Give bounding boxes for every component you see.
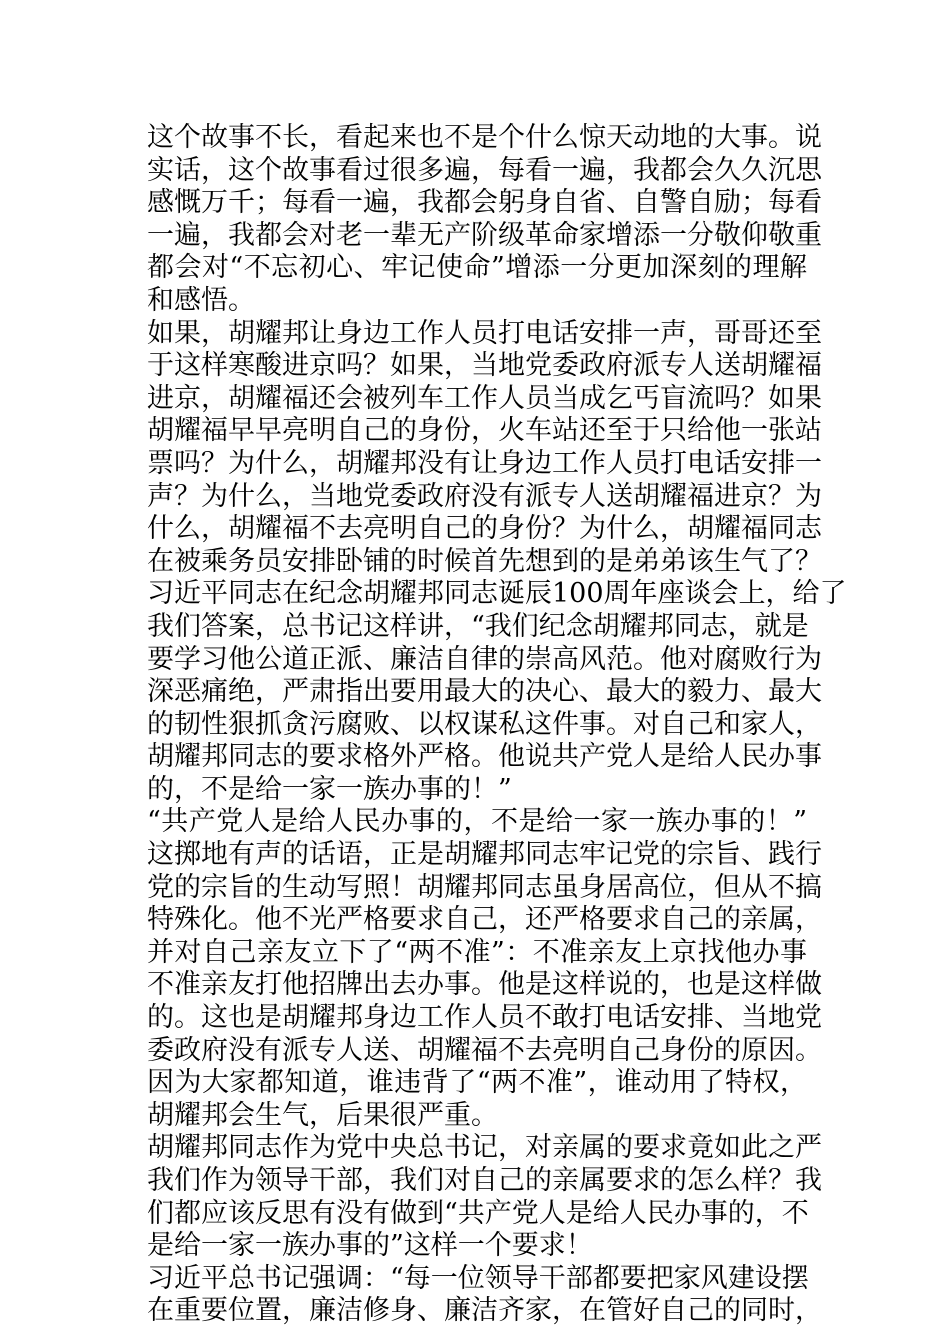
text-line: 胡耀福早早亮明自己的身份，火车站还至于只给他一张站	[147, 415, 822, 447]
text-line: 进京，胡耀福还会被列车工作人员当成乞丐盲流吗？如果	[147, 382, 822, 414]
text-line: 实话，这个故事看过很多遍，每看一遍，我都会久久沉思	[147, 154, 822, 186]
text-line: 胡耀邦同志作为党中央总书记，对亲属的要求竟如此之严	[147, 1132, 822, 1164]
text-line: 特殊化。他不光严格要求自己，还严格要求自己的亲属，	[147, 904, 822, 936]
text-line: 什么，胡耀福不去亮明自己的身份？为什么，胡耀福同志	[147, 513, 822, 545]
document-body	[147, 122, 847, 1328]
text-line: 和感悟。	[147, 284, 255, 316]
text-line: 一遍，我都会对老一辈无产阶级革命家增添一分敬仰敬重	[147, 219, 822, 251]
text-line: 都会对“不忘初心、牢记使命”增添一分更加深刻的理解	[147, 252, 807, 284]
text-line: 于这样寒酸进京吗？如果，当地党委政府派专人送胡耀福	[147, 350, 822, 382]
text-line: 深恶痛绝，严肃指出要用最大的决心、最大的毅力、最大	[147, 676, 822, 708]
text-line: 要学习他公道正派、廉洁自律的崇高风范。他对腐败行为	[147, 643, 822, 675]
paragraph	[147, 1132, 822, 1262]
text-line: 我们答案，总书记这样讲，“我们纪念胡耀邦同志，就是	[147, 610, 809, 642]
text-line: 在被乘务员安排卧铺的时候首先想到的是弟弟该生气了？	[147, 545, 822, 577]
text-line: 的。这也是胡耀邦身边工作人员不敢打电话安排、当地党	[147, 1002, 822, 1034]
text-line: 这个故事不长，看起来也不是个什么惊天动地的大事。说	[147, 122, 822, 153]
text-line: 党的宗旨的生动写照！胡耀邦同志虽身居高位，但从不搞	[147, 871, 822, 903]
text-line: 的，不是给一家一族办事的！”	[147, 773, 512, 805]
paragraph	[147, 317, 822, 579]
text-line: 我们作为领导干部，我们对自己的亲属要求的怎么样？我	[147, 1165, 822, 1196]
text-line: 声？为什么，当地党委政府没有派专人送胡耀福进京？为	[147, 480, 822, 512]
text-line: 胡耀邦同志的要求格外严格。他说共产党人是给人民办事	[147, 741, 822, 773]
text-line: 不准亲友打他招牌出去办事。他是这样说的，也是这样做	[147, 969, 822, 1001]
paragraph	[147, 1262, 822, 1328]
text-line: 是给一家一族办事的”这样一个要求！	[147, 1230, 593, 1262]
text-line: 如果，胡耀邦让身边工作人员打电话安排一声，哥哥还至	[147, 317, 822, 349]
text-line: 的韧性狠抓贪污腐败、以权谋私这件事。对自己和家人，	[147, 708, 822, 740]
text-line: 习近平同志在纪念胡耀邦同志诞辰100周年座谈会上，给了	[147, 578, 847, 610]
text-line: 这掷地有声的话语，正是胡耀邦同志牢记党的宗旨、践行	[147, 839, 822, 871]
text-line: 胡耀邦会生气，后果很严重。	[147, 1099, 498, 1131]
text-line: 们都应该反思有没有做到“共产党人是给人民办事的，不	[147, 1197, 809, 1229]
text-line: 委政府没有派专人送、胡耀福不去亮明自己身份的原因。	[147, 1034, 822, 1066]
text-line: 并对自己亲友立下了“两不准”：不准亲友上京找他办事	[147, 936, 807, 968]
text-line: 习近平总书记强调：“每一位领导干部都要把家风建设摆	[147, 1262, 809, 1294]
paragraph	[147, 578, 847, 806]
text-line: 在重要位置，廉洁修身、廉洁齐家，在管好自己的同时，	[147, 1295, 822, 1327]
text-line: 感慨万千；每看一遍，我都会躬身自省、自警自励；每看	[147, 187, 822, 219]
text-line: 因为大家都知道，谁违背了“两不准”，谁动用了特权，	[147, 1067, 807, 1099]
text-line: 票吗？为什么，胡耀邦没有让身边工作人员打电话安排一	[147, 447, 822, 479]
paragraph	[147, 806, 822, 1132]
paragraph	[147, 122, 822, 318]
text-line: “共产党人是给人民办事的，不是给一家一族办事的！”	[147, 806, 807, 838]
